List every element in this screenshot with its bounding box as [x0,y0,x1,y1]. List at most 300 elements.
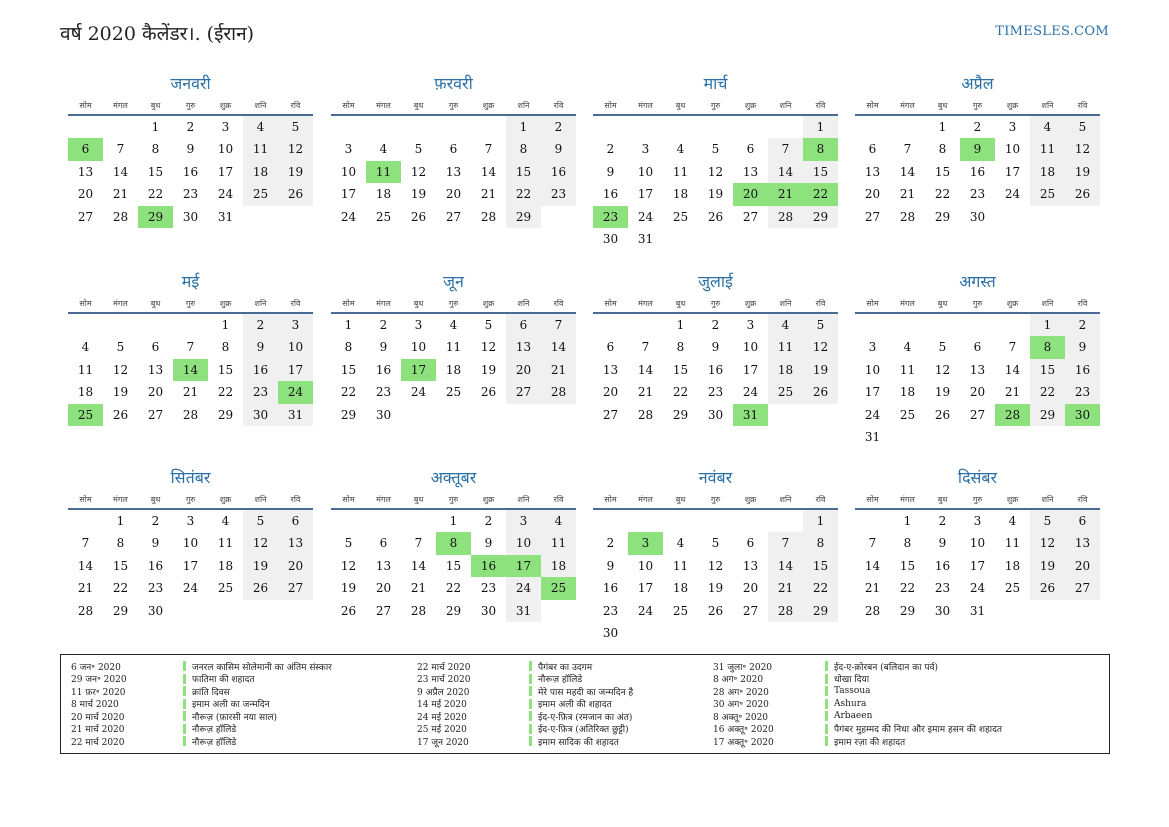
week-row [68,314,313,336]
empty-cell [471,404,506,426]
weekday-label: गुरु [710,298,721,308]
day-cell: 2 [711,318,720,332]
day-cell: 28 [112,209,129,224]
week-row [331,600,576,622]
day-cell: 19 [243,555,278,577]
weekday-label: सोम [342,494,355,504]
day-cell: 21 [899,187,916,202]
empty-cell [1030,426,1065,448]
day-cell: 7 [1008,340,1017,355]
day-cell: 18 [768,359,803,381]
day-cell: 31 [733,404,768,426]
week-row [68,336,313,358]
day-cell: 14 [1004,362,1021,377]
legend-date: 25 मई 2020 [417,725,467,736]
day-cell: 4 [676,536,685,551]
empty-cell [995,206,1030,228]
weekday-label: मंगल [900,298,915,308]
empty-cell [1030,206,1065,228]
empty-cell [278,600,313,622]
weekday-label: बुध [413,100,424,110]
day-cell: 5 [243,510,278,532]
day-cell: 2 [151,514,160,528]
weekday-label: बुध [413,494,424,504]
week-row [593,510,838,532]
empty-cell [401,404,436,426]
week-row [855,183,1100,205]
day-cell: 13 [147,362,164,377]
day-cell: 26 [243,577,278,599]
day-cell: 25 [1004,581,1021,596]
empty-cell [768,228,803,250]
day-cell: 1 [803,510,838,532]
day-cell: 23 [593,206,628,228]
legend-date: 11 फ़र॰ 2020 [71,687,126,698]
day-cell: 5 [711,142,720,157]
day-cell: 24 [742,385,759,400]
month-block [593,72,838,250]
day-cell: 1 [676,318,685,332]
day-cell: 2 [606,536,615,551]
day-cell: 25 [445,385,462,400]
day-cell: 24 [340,209,357,224]
day-cell: 28 [768,600,803,622]
empty-cell [68,314,103,336]
day-cell: 18 [541,555,576,577]
day-cell: 22 [445,581,462,596]
legend-date: 9 अप्रैल 2020 [417,687,470,698]
day-cell: 12 [707,558,724,573]
weekday-label: मंगल [113,494,128,504]
day-cell: 2 [938,514,947,528]
empty-cell [541,600,576,622]
empty-cell [698,622,733,644]
day-cell: 9 [711,340,720,355]
day-cell: 25 [217,581,234,596]
day-cell: 11 [899,362,916,377]
day-cell: 15 [934,164,951,179]
day-cell: 24 [278,381,313,403]
empty-cell [331,510,366,532]
week-row [593,183,838,205]
day-cell: 13 [445,164,462,179]
day-cell: 19 [707,581,724,596]
week-row [68,359,313,381]
day-cell: 1 [221,318,230,332]
weekday-header [593,294,838,314]
day-cell: 26 [480,385,497,400]
weekday-label: शनि [254,494,267,504]
day-cell: 3 [973,514,982,528]
holiday-marker [529,661,532,671]
day-cell: 6 [746,536,755,551]
month-block [593,270,838,426]
day-cell: 26 [1065,183,1100,205]
legend-holiday-name: नौरूज़ हॉलिडे [192,725,237,736]
month-name: अप्रैल [961,74,994,93]
week-row [68,532,313,554]
day-cell: 4 [81,340,90,355]
weekday-label: शुक्र [482,298,495,308]
day-cell: 7 [641,340,650,355]
week-row [855,161,1100,183]
week-row [593,404,838,426]
empty-cell [768,116,803,138]
day-cell: 12 [707,164,724,179]
day-cell: 12 [243,532,278,554]
weekday-label: सोम [866,494,879,504]
weekday-label: बुध [150,100,161,110]
legend-item [713,660,1002,673]
day-cell: 5 [938,340,947,355]
day-cell: 7 [81,536,90,551]
weekday-label: बुध [675,298,686,308]
holiday-marker [529,674,532,684]
day-cell: 13 [864,164,881,179]
empty-cell [925,426,960,448]
legend-item [71,660,332,673]
day-cell: 27 [742,209,759,224]
weekday-label: सोम [604,494,617,504]
day-cell: 10 [637,164,654,179]
day-cell: 21 [480,187,497,202]
day-cell: 31 [278,404,313,426]
weekday-label: शनि [254,298,267,308]
day-cell: 15 [506,161,541,183]
empty-cell [506,404,541,426]
weekday-label: सोम [604,298,617,308]
week-row [855,359,1100,381]
legend-holiday-name: इमाम सादिक की शहादत [538,737,619,748]
day-cell: 6 [506,314,541,336]
day-cell: 21 [410,581,427,596]
empty-cell [733,228,768,250]
day-cell: 21 [768,577,803,599]
day-cell: 16 [243,359,278,381]
month-block [68,72,313,228]
day-cell: 1 [803,116,838,138]
week-row [331,532,576,554]
day-cell: 3 [1008,120,1017,134]
holiday-marker [183,711,186,721]
weekday-header [593,96,838,116]
day-cell: 20 [969,385,986,400]
weekday-label: शनि [517,100,530,110]
day-cell: 22 [803,577,838,599]
month-name: अगस्त [959,272,996,291]
day-cell: 1 [116,514,125,528]
weekday-label: सोम [79,494,92,504]
day-cell: 22 [506,183,541,205]
day-cell: 25 [672,603,689,618]
legend-item [713,685,1002,698]
empty-cell [593,510,628,532]
holiday-marker [825,661,828,671]
day-cell: 26 [934,407,951,422]
empty-cell [243,206,278,228]
holiday-marker [529,686,532,696]
day-cell: 1 [151,120,160,134]
week-row [68,577,313,599]
legend-item [713,735,1002,748]
day-cell: 12 [1030,532,1065,554]
week-row [68,404,313,426]
day-cell: 9 [379,340,388,355]
legend-item [713,723,1002,736]
day-cell: 8 [151,142,160,157]
weekday-label: शुक्र [744,298,757,308]
empty-cell [960,314,995,336]
weekday-label: गुरु [185,298,196,308]
holiday-marker [825,686,828,696]
weekday-label: मंगल [638,298,653,308]
day-cell: 9 [606,164,615,179]
day-cell: 25 [243,183,278,205]
day-cell: 28 [637,407,654,422]
week-row [855,404,1100,426]
day-cell: 30 [147,603,164,618]
weekday-header [855,490,1100,510]
day-cell: 17 [1004,164,1021,179]
day-cell: 4 [676,142,685,157]
day-cell: 31 [969,603,986,618]
day-cell: 12 [112,362,129,377]
empty-cell [1065,600,1100,622]
week-row [331,577,576,599]
day-cell: 13 [742,558,759,573]
weekday-label: शनि [1041,298,1054,308]
holiday-marker [183,699,186,709]
day-cell: 12 [934,362,951,377]
week-row [855,206,1100,228]
day-cell: 10 [340,164,357,179]
day-cell: 1 [938,120,947,134]
day-cell: 13 [278,532,313,554]
week-row [68,600,313,622]
month-block [68,270,313,426]
day-cell: 29 [934,209,951,224]
weekday-label: बुध [937,100,948,110]
legend-date: 22 मार्च 2020 [71,737,125,748]
weekday-header [855,294,1100,314]
legend-date: 23 मार्च 2020 [417,675,471,686]
day-cell: 19 [934,385,951,400]
day-cell: 17 [401,359,436,381]
empty-cell [366,116,401,138]
empty-cell [733,622,768,644]
day-cell: 15 [112,558,129,573]
week-row [855,426,1100,448]
week-row [331,381,576,403]
month-name: जुलाई [698,272,733,291]
empty-cell [401,510,436,532]
day-cell: 9 [243,336,278,358]
weekday-label: गुरु [448,100,459,110]
day-cell: 7 [903,142,912,157]
day-cell: 16 [182,164,199,179]
legend-holiday-name: Tassoua [834,686,871,697]
day-cell: 17 [637,581,654,596]
weekday-label: मंगल [376,494,391,504]
empty-cell [890,426,925,448]
day-cell: 26 [112,407,129,422]
day-cell: 26 [410,209,427,224]
day-cell: 14 [899,164,916,179]
weekday-label: शनि [1041,494,1054,504]
day-cell: 16 [541,161,576,183]
day-cell: 13 [506,336,541,358]
weekday-label: रवि [553,298,564,308]
day-cell: 1 [1030,314,1065,336]
weekday-label: शुक्र [1006,494,1019,504]
legend-holiday-name: पैगंबर मुहम्मद की निधा और इमाम हसन की शहादत [834,725,1002,736]
legend-date: 20 मार्च 2020 [71,712,125,723]
day-cell: 27 [278,577,313,599]
day-cell: 29 [506,206,541,228]
weekday-label: रवि [815,494,826,504]
day-cell: 9 [960,138,995,160]
holiday-marker [183,724,186,734]
empty-cell [68,116,103,138]
empty-cell [103,116,138,138]
week-row [855,600,1100,622]
week-row [593,228,838,250]
day-cell: 14 [864,558,881,573]
day-cell: 21 [768,183,803,205]
weekday-label: गुरु [710,494,721,504]
week-row [593,622,838,644]
day-cell: 16 [707,362,724,377]
weekday-label: गुरु [972,494,983,504]
empty-cell [278,206,313,228]
day-cell: 17 [637,187,654,202]
day-cell: 1 [506,116,541,138]
day-cell: 5 [803,314,838,336]
day-cell: 20 [864,187,881,202]
holiday-marker [825,699,828,709]
day-cell: 27 [969,407,986,422]
day-cell: 15 [1030,359,1065,381]
day-cell: 2 [606,142,615,157]
day-cell: 21 [541,359,576,381]
legend-date: 17 अक्तू॰ 2020 [713,737,774,748]
weekday-label: शनि [779,100,792,110]
day-cell: 27 [506,381,541,403]
day-cell: 26 [803,381,838,403]
legend-item [417,673,633,686]
legend-item [713,710,1002,723]
week-row [331,138,576,160]
day-cell: 27 [147,407,164,422]
day-cell: 16 [969,164,986,179]
empty-cell [331,116,366,138]
day-cell: 3 [344,142,353,157]
weekday-header [331,294,576,314]
day-cell: 19 [803,359,838,381]
day-cell: 12 [1065,138,1100,160]
day-cell: 3 [628,532,663,554]
legend-holiday-name: जनरल कासिम सोलेमानी का अंतिम संस्कार [192,662,332,673]
weekday-label: रवि [553,100,564,110]
legend-item [713,698,1002,711]
week-row [855,555,1100,577]
day-cell: 3 [278,314,313,336]
day-cell: 24 [1004,187,1021,202]
day-cell: 7 [414,536,423,551]
weekday-label: मंगल [376,298,391,308]
empty-cell [1065,426,1100,448]
day-cell: 13 [77,164,94,179]
month-name: मई [181,272,200,291]
day-cell: 25 [899,407,916,422]
day-cell: 4 [541,510,576,532]
site-link[interactable]: TIMESLES.COM [995,24,1109,39]
holiday-marker [825,736,828,746]
legend-date: 31 जुला॰ 2020 [713,662,773,673]
weekday-header [855,96,1100,116]
weekday-label: बुध [937,494,948,504]
legend-item [71,673,332,686]
day-cell: 1 [903,514,912,528]
day-cell: 1 [449,514,458,528]
day-cell: 24 [637,603,654,618]
day-cell: 29 [340,407,357,422]
day-cell: 16 [375,362,392,377]
legend-item [417,723,633,736]
day-cell: 4 [449,318,458,332]
empty-cell [768,622,803,644]
day-cell: 31 [506,600,541,622]
week-row [68,138,313,160]
empty-cell [628,116,663,138]
weekday-label: शनि [1041,100,1054,110]
day-cell: 23 [182,187,199,202]
day-cell: 13 [1065,532,1100,554]
week-row [68,510,313,532]
empty-cell [663,622,698,644]
empty-cell [173,600,208,622]
month-name: नवंबर [698,468,733,487]
empty-cell [1065,206,1100,228]
day-cell: 8 [344,340,353,355]
day-cell: 26 [707,603,724,618]
week-row [331,161,576,183]
day-cell: 28 [182,407,199,422]
week-row [68,183,313,205]
day-cell: 4 [903,340,912,355]
day-cell: 7 [116,142,125,157]
day-cell: 8 [436,532,471,554]
empty-cell [663,116,698,138]
weekday-label: शुक्र [219,298,232,308]
day-cell: 30 [1065,404,1100,426]
week-row [593,600,838,622]
empty-cell [698,116,733,138]
weekday-label: मंगल [376,100,391,110]
month-block [331,72,576,228]
day-cell: 27 [1065,577,1100,599]
week-row [331,510,576,532]
day-cell: 6 [151,340,160,355]
month-name: जून [443,272,464,291]
day-cell: 21 [182,385,199,400]
day-cell: 20 [506,359,541,381]
day-cell: 16 [934,558,951,573]
week-row [593,336,838,358]
day-cell: 25 [1030,183,1065,205]
day-cell: 2 [541,116,576,138]
legend-holiday-name: नौरूज़ (फ़ारसी नया साल) [192,712,278,723]
